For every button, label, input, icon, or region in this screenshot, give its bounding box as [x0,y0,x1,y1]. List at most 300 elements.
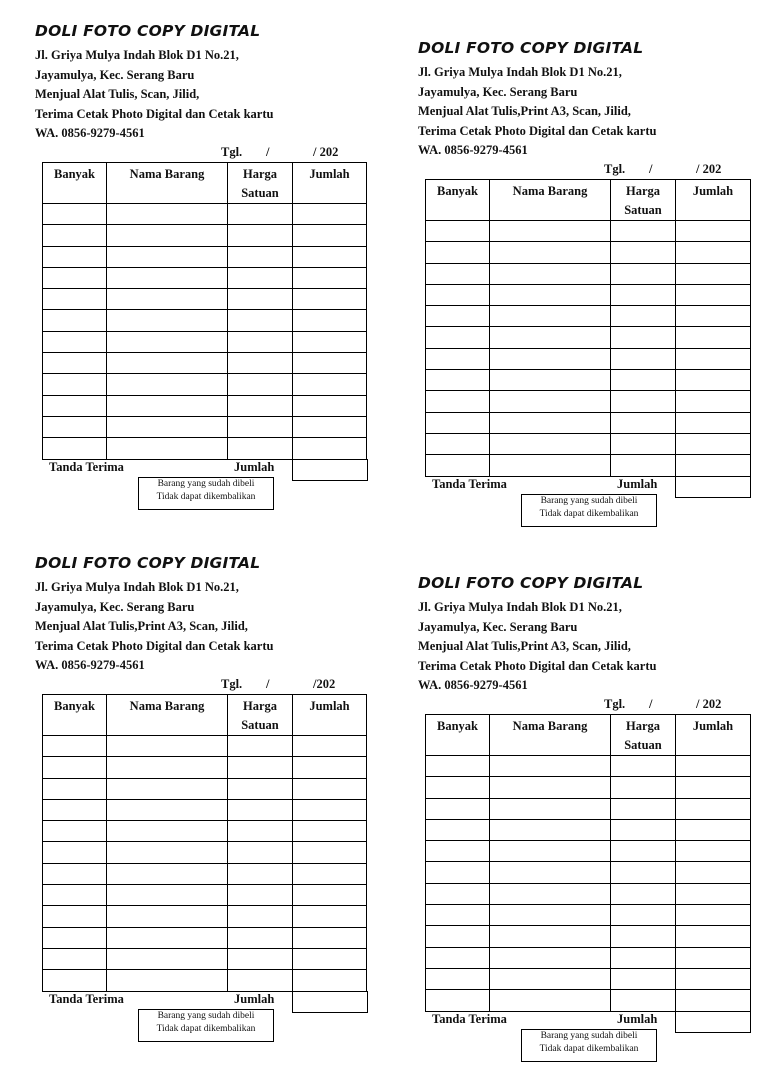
cell-jumlah[interactable] [676,947,751,968]
date-separator: / [266,677,270,691]
cell-harga-satuan[interactable] [228,885,293,906]
cell-jumlah[interactable] [676,306,751,327]
cell-nama-barang[interactable] [107,778,228,799]
table-row [426,433,751,454]
cell-jumlah[interactable] [676,391,751,412]
jumlah-total-box[interactable] [292,991,368,1013]
table-row [426,370,751,391]
cell-harga-satuan[interactable] [611,841,676,862]
cell-harga-satuan[interactable] [611,433,676,454]
cell-nama-barang[interactable] [490,348,611,369]
table-row [426,221,751,242]
note-line: Tidak dapat dikembalikan [156,1024,256,1034]
cell-banyak[interactable] [426,990,490,1011]
cell-jumlah[interactable] [293,863,367,884]
cell-jumlah[interactable] [293,331,367,352]
jumlah-total-label: Jumlah [617,477,658,491]
table-row [426,926,751,947]
cell-jumlah[interactable] [293,289,367,310]
cell-nama-barang[interactable] [107,395,228,416]
cell-banyak[interactable] [43,246,107,267]
table-row [43,948,367,969]
cell-banyak[interactable] [426,926,490,947]
cell-jumlah[interactable] [293,310,367,331]
col-satuan: Satuan [241,186,279,200]
cell-nama-barang[interactable] [490,777,611,798]
cell-jumlah[interactable] [676,926,751,947]
cell-nama-barang[interactable] [490,242,611,263]
cell-banyak[interactable] [43,416,107,437]
cell-banyak[interactable] [43,289,107,310]
cell-harga-satuan[interactable] [228,246,293,267]
items-table [425,714,751,1012]
cell-harga-satuan[interactable] [611,370,676,391]
return-policy-note [521,1029,657,1062]
cell-banyak[interactable] [43,948,107,969]
cell-harga-satuan[interactable] [228,757,293,778]
cell-nama-barang[interactable] [107,736,228,757]
cell-jumlah[interactable] [293,395,367,416]
cell-jumlah[interactable] [293,906,367,927]
cell-banyak[interactable] [43,331,107,352]
address-line: Terima Cetak Photo Digital dan Cetak kartu [418,123,657,138]
cell-nama-barang[interactable] [107,842,228,863]
cell-nama-barang[interactable] [490,968,611,989]
cell-nama-barang[interactable] [490,756,611,777]
cell-nama-barang[interactable] [490,819,611,840]
cell-banyak[interactable] [426,777,490,798]
table-row [43,353,367,374]
cell-harga-satuan[interactable] [611,883,676,904]
cell-jumlah[interactable] [676,263,751,284]
cell-banyak[interactable] [43,778,107,799]
cell-jumlah[interactable] [293,885,367,906]
cell-banyak[interactable] [426,242,490,263]
cell-harga-satuan[interactable] [228,863,293,884]
items-table [42,162,367,460]
cell-banyak[interactable] [426,947,490,968]
address-line: Jayamulya, Kec. Serang Baru [418,619,578,634]
col-nama-barang: Nama Barang [107,163,228,204]
table-row [43,821,367,842]
cell-nama-barang[interactable] [490,862,611,883]
table-header [426,180,751,221]
cell-nama-barang[interactable] [107,204,228,225]
cell-harga-satuan[interactable] [228,289,293,310]
table-row [43,289,367,310]
cell-nama-barang[interactable] [107,374,228,395]
cell-jumlah[interactable] [676,455,751,476]
cell-banyak[interactable] [426,883,490,904]
shop-title: DOLI FOTO COPY DIGITAL [35,554,261,572]
table-body [43,204,367,460]
col-satuan: Satuan [241,718,279,732]
table-row [426,284,751,305]
cell-harga-satuan[interactable] [611,926,676,947]
cell-harga-satuan[interactable] [228,778,293,799]
cell-jumlah[interactable] [293,927,367,948]
jumlah-total-label: Jumlah [234,460,275,474]
table-row [43,225,367,246]
tanda-terima-label: Tanda Terima [432,477,507,491]
cell-jumlah[interactable] [676,242,751,263]
cell-jumlah[interactable] [676,348,751,369]
table-row [43,842,367,863]
col-jumlah: Jumlah [676,180,751,221]
cell-banyak[interactable] [43,225,107,246]
table-header [426,715,751,756]
table-header [43,695,367,736]
cell-harga-satuan[interactable] [611,455,676,476]
shop-address [35,578,273,676]
cell-nama-barang[interactable] [490,391,611,412]
cell-harga-satuan[interactable] [611,391,676,412]
cell-banyak[interactable] [43,821,107,842]
cell-banyak[interactable] [426,841,490,862]
cell-harga-satuan[interactable] [228,225,293,246]
table-row [43,970,367,991]
cell-nama-barang[interactable] [490,905,611,926]
cell-nama-barang[interactable] [107,353,228,374]
col-banyak: Banyak [43,695,107,736]
cell-jumlah[interactable] [293,948,367,969]
cell-jumlah[interactable] [676,883,751,904]
table-row [43,204,367,225]
cell-banyak[interactable] [426,756,490,777]
cell-jumlah[interactable] [293,204,367,225]
cell-harga-satuan[interactable] [228,204,293,225]
cell-nama-barang[interactable] [490,412,611,433]
cell-harga-satuan[interactable] [228,842,293,863]
shop-title: DOLI FOTO COPY DIGITAL [35,22,261,40]
table-row [43,374,367,395]
phone-line: WA. 0856-9279-4561 [418,143,528,157]
table-row [43,310,367,331]
cell-banyak[interactable] [426,905,490,926]
col-harga-satuan [611,180,676,221]
cell-jumlah[interactable] [293,778,367,799]
cell-nama-barang[interactable] [107,757,228,778]
cell-jumlah[interactable] [676,284,751,305]
cell-harga-satuan[interactable] [228,310,293,331]
cell-nama-barang[interactable] [490,284,611,305]
table-row [426,242,751,263]
cell-harga-satuan[interactable] [228,799,293,820]
cell-banyak[interactable] [43,736,107,757]
table-row [426,819,751,840]
cell-jumlah[interactable] [293,842,367,863]
cell-harga-satuan[interactable] [228,374,293,395]
cell-banyak[interactable] [43,267,107,288]
cell-nama-barang[interactable] [107,225,228,246]
date-label: Tgl. [604,162,626,176]
cell-harga-satuan[interactable] [228,416,293,437]
table-row [43,778,367,799]
cell-nama-barang[interactable] [107,970,228,991]
cell-harga-satuan[interactable] [611,777,676,798]
cell-jumlah[interactable] [676,327,751,348]
cell-jumlah[interactable] [676,412,751,433]
cell-harga-satuan[interactable] [611,284,676,305]
cell-nama-barang[interactable] [107,246,228,267]
cell-banyak[interactable] [426,284,490,305]
address-line: Jl. Griya Mulya Indah Blok D1 No.21, [418,65,622,79]
cell-banyak[interactable] [43,204,107,225]
cell-harga-satuan[interactable] [611,756,676,777]
cell-harga-satuan[interactable] [228,736,293,757]
cell-jumlah[interactable] [676,370,751,391]
jumlah-total-box[interactable] [675,1011,751,1033]
cell-nama-barang[interactable] [490,841,611,862]
cell-harga-satuan[interactable] [611,412,676,433]
cell-harga-satuan[interactable] [228,821,293,842]
cell-harga-satuan[interactable] [611,327,676,348]
table-row [43,885,367,906]
table-row [43,267,367,288]
col-harga-satuan [228,695,293,736]
cell-harga-satuan[interactable] [611,263,676,284]
table-row [426,756,751,777]
cell-nama-barang[interactable] [490,926,611,947]
note-line: Barang yang sudah dibeli [157,1011,255,1021]
cell-harga-satuan[interactable] [228,267,293,288]
col-jumlah: Jumlah [293,163,367,204]
cell-harga-satuan[interactable] [228,331,293,352]
cell-harga-satuan[interactable] [228,970,293,991]
note-line: Tidak dapat dikembalikan [539,509,639,519]
col-nama-barang: Nama Barang [490,180,611,221]
table-row [43,757,367,778]
cell-jumlah[interactable] [293,736,367,757]
cell-nama-barang[interactable] [490,306,611,327]
cell-jumlah[interactable] [293,374,367,395]
cell-jumlah[interactable] [676,905,751,926]
cell-nama-barang[interactable] [490,433,611,454]
date-label: Tgl. [604,697,626,711]
table-row [426,905,751,926]
cell-harga-satuan[interactable] [228,906,293,927]
table-row [43,863,367,884]
col-banyak: Banyak [426,715,490,756]
cell-banyak[interactable] [426,819,490,840]
cell-nama-barang[interactable] [490,455,611,476]
cell-jumlah[interactable] [293,438,367,459]
cell-nama-barang[interactable] [107,885,228,906]
phone-line: WA. 0856-9279-4561 [35,658,145,672]
cell-banyak[interactable] [43,799,107,820]
table-header [43,163,367,204]
table-row [426,306,751,327]
table-row [426,412,751,433]
cell-jumlah[interactable] [293,246,367,267]
cell-nama-barang[interactable] [490,263,611,284]
cell-banyak[interactable] [426,263,490,284]
cell-nama-barang[interactable] [107,331,228,352]
address-line: Terima Cetak Photo Digital dan Cetak kartu [35,106,274,121]
table-row [426,968,751,989]
cell-banyak[interactable] [43,310,107,331]
cell-harga-satuan[interactable] [611,306,676,327]
cell-harga-satuan[interactable] [228,353,293,374]
cell-jumlah[interactable] [676,433,751,454]
note-line: Tidak dapat dikembalikan [156,492,256,502]
cell-harga-satuan[interactable] [228,395,293,416]
cell-jumlah[interactable] [676,990,751,1011]
cell-nama-barang[interactable] [107,821,228,842]
cell-jumlah[interactable] [676,777,751,798]
cell-banyak[interactable] [426,862,490,883]
table-row [426,327,751,348]
cell-banyak[interactable] [43,842,107,863]
cell-banyak[interactable] [426,455,490,476]
cell-banyak[interactable] [43,970,107,991]
cell-banyak[interactable] [426,221,490,242]
cell-banyak[interactable] [43,863,107,884]
note-line: Barang yang sudah dibeli [540,496,638,506]
address-line: Jl. Griya Mulya Indah Blok D1 No.21, [35,48,239,62]
cell-harga-satuan[interactable] [611,862,676,883]
cell-nama-barang[interactable] [107,438,228,459]
cell-nama-barang[interactable] [107,927,228,948]
cell-jumlah[interactable] [676,756,751,777]
cell-banyak[interactable] [43,757,107,778]
cell-harga-satuan[interactable] [611,242,676,263]
cell-harga-satuan[interactable] [611,990,676,1011]
cell-nama-barang[interactable] [107,289,228,310]
cell-nama-barang[interactable] [107,799,228,820]
table-body [426,756,751,1012]
date-year: / 202 [313,145,339,159]
jumlah-total-box[interactable] [292,459,368,481]
cell-jumlah[interactable] [293,757,367,778]
table-row [43,331,367,352]
cell-nama-barang[interactable] [490,327,611,348]
cell-banyak[interactable] [43,906,107,927]
cell-banyak[interactable] [426,306,490,327]
cell-banyak[interactable] [426,327,490,348]
phone-line: WA. 0856-9279-4561 [418,678,528,692]
cell-harga-satuan[interactable] [611,905,676,926]
receipt-top-left [35,22,380,522]
table-row [426,883,751,904]
cell-banyak[interactable] [43,927,107,948]
table-row [426,263,751,284]
cell-jumlah[interactable] [293,821,367,842]
tanda-terima-label: Tanda Terima [49,460,124,474]
cell-nama-barang[interactable] [107,948,228,969]
cell-banyak[interactable] [426,412,490,433]
table-row [426,947,751,968]
note-line: Barang yang sudah dibeli [157,479,255,489]
cell-nama-barang[interactable] [490,370,611,391]
cell-jumlah[interactable] [293,225,367,246]
tanda-terima-label: Tanda Terima [432,1012,507,1026]
col-jumlah: Jumlah [293,695,367,736]
cell-harga-satuan[interactable] [611,348,676,369]
cell-banyak[interactable] [426,968,490,989]
cell-jumlah[interactable] [676,819,751,840]
jumlah-total-box[interactable] [675,476,751,498]
return-policy-note [138,1009,274,1042]
cell-jumlah[interactable] [293,353,367,374]
cell-harga-satuan[interactable] [611,798,676,819]
cell-banyak[interactable] [426,798,490,819]
cell-nama-barang[interactable] [490,221,611,242]
cell-nama-barang[interactable] [490,990,611,1011]
col-harga-satuan [228,163,293,204]
col-harga: Harga [625,719,661,733]
receipt-top-right [418,39,763,539]
cell-jumlah[interactable] [676,798,751,819]
table-row [426,455,751,476]
cell-banyak[interactable] [426,370,490,391]
cell-harga-satuan[interactable] [611,819,676,840]
cell-jumlah[interactable] [676,221,751,242]
shop-title: DOLI FOTO COPY DIGITAL [418,574,644,592]
cell-harga-satuan[interactable] [611,968,676,989]
cell-banyak[interactable] [43,353,107,374]
table-row [426,990,751,1011]
date-year: / 202 [696,162,722,176]
cell-banyak[interactable] [426,391,490,412]
col-jumlah: Jumlah [676,715,751,756]
col-satuan: Satuan [624,203,662,217]
table-row [43,395,367,416]
table-row [43,799,367,820]
cell-banyak[interactable] [426,348,490,369]
cell-jumlah[interactable] [293,416,367,437]
cell-banyak[interactable] [43,885,107,906]
cell-banyak[interactable] [43,395,107,416]
cell-nama-barang[interactable] [490,883,611,904]
address-line: Menjual Alat Tulis, Scan, Jilid, [35,87,200,101]
cell-banyak[interactable] [43,438,107,459]
date-label: Tgl. [221,677,243,691]
cell-jumlah[interactable] [676,841,751,862]
cell-jumlah[interactable] [293,267,367,288]
cell-nama-barang[interactable] [107,906,228,927]
table-row [43,736,367,757]
table-row [426,348,751,369]
cell-jumlah[interactable] [293,799,367,820]
shop-address [35,46,273,144]
cell-harga-satuan[interactable] [228,438,293,459]
cell-harga-satuan[interactable] [611,947,676,968]
date-label: Tgl. [221,145,243,159]
cell-nama-barang[interactable] [490,947,611,968]
cell-banyak[interactable] [426,433,490,454]
col-harga: Harga [242,167,278,181]
items-table [425,179,751,477]
date-separator: / [266,145,270,159]
cell-jumlah[interactable] [676,968,751,989]
cell-nama-barang[interactable] [107,416,228,437]
cell-harga-satuan[interactable] [228,948,293,969]
cell-nama-barang[interactable] [490,798,611,819]
table-row [43,246,367,267]
cell-jumlah[interactable] [676,862,751,883]
cell-nama-barang[interactable] [107,310,228,331]
cell-jumlah[interactable] [293,970,367,991]
cell-nama-barang[interactable] [107,267,228,288]
cell-harga-satuan[interactable] [228,927,293,948]
col-harga: Harga [625,184,661,198]
cell-banyak[interactable] [43,374,107,395]
table-row [426,841,751,862]
cell-nama-barang[interactable] [107,863,228,884]
cell-harga-satuan[interactable] [611,221,676,242]
table-row [426,391,751,412]
